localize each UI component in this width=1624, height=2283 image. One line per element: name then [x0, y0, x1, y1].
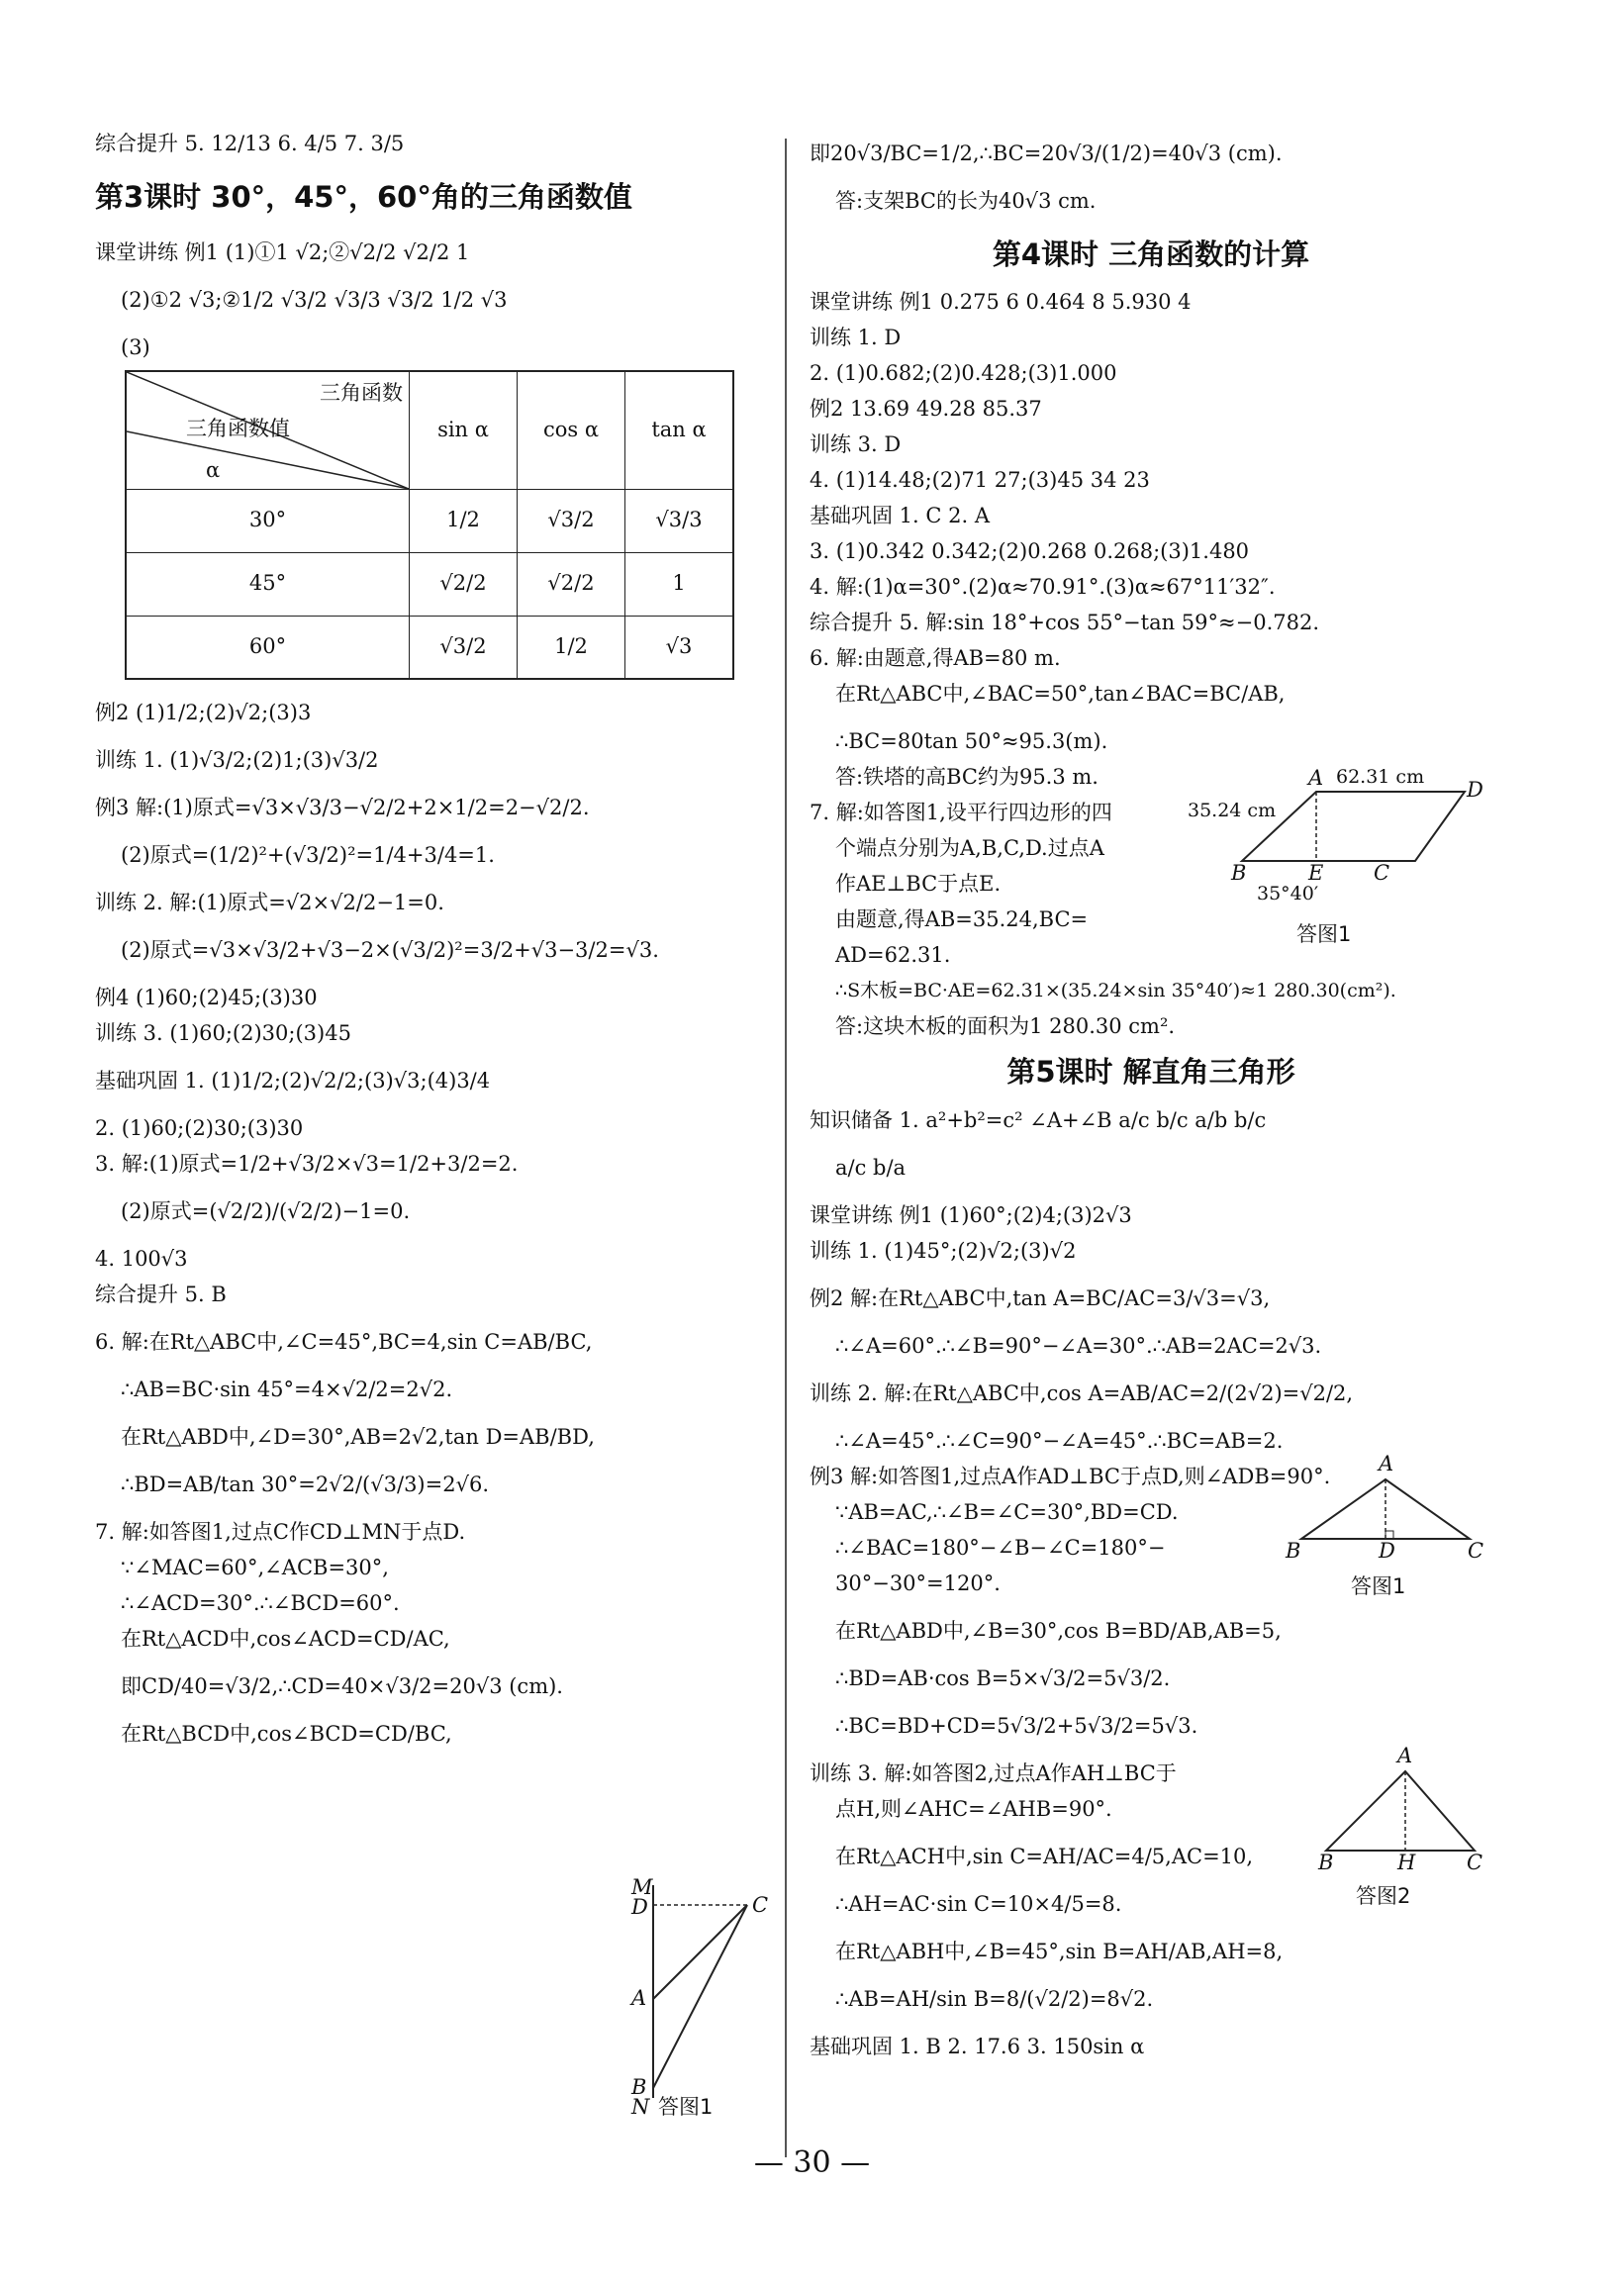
label-B: B: [1231, 861, 1247, 885]
right-line-29: 例2 解:在Rt△ABC中,tan A=BC/AC=3/√3=√3,: [810, 1286, 1271, 1311]
left-line-3: (2)①2 √3;②1/2 √3/2 √3/3 √3/2 1/2 √3: [121, 287, 508, 312]
right-line-16: 答:铁塔的高BC约为95.3 m.: [835, 764, 1099, 789]
left-line-2: 课堂讲练 例1 (1)①1 √2;②√2/2 √2/2 1: [95, 239, 470, 264]
right-line-22: ∴S木板=BC·AE=62.31×(35.24×sin 35°40′)≈1 280.30(cm²).: [835, 980, 1396, 1002]
label-C: C: [1468, 1539, 1484, 1563]
cell: √3/3: [625, 489, 734, 552]
right-line-15: ∴BC=80tan 50°≈95.3(m).: [835, 728, 1108, 753]
right-line-41: 点H,则∠AHC=∠AHB=90°.: [835, 1797, 1112, 1822]
left-line-18: 综合提升 5. B: [95, 1283, 227, 1307]
left-line-7: 例3 解:(1)原式=√3×√3/3−√2/2+2×1/2=2−√2/2.: [95, 796, 590, 820]
right-line-20: 由题意,得AB=35.24,BC=: [835, 906, 1089, 931]
cell: 1: [625, 552, 734, 616]
col-sin: sin α: [410, 371, 518, 490]
left-line-10: (2)原式=√3×√3/2+√3−2×(√3/2)²=3/2+√3−3/2=√3.: [121, 938, 659, 963]
right-line-33: 例3 解:如答图1,过点A作AD⊥BC于点D,则∠ADB=90°.: [810, 1465, 1331, 1489]
right-line-30: ∴∠A=60°.∴∠B=90°−∠A=30°.∴AB=2AC=2√3.: [835, 1334, 1322, 1359]
right-line-45: ∴AB=AH/sin B=8/(√2/2)=8√2.: [835, 1987, 1154, 2012]
right-line-36: 30°−30°=120°.: [835, 1571, 1001, 1596]
right-line-4: 训练 1. D: [810, 325, 902, 349]
left-line-24: ∵∠MAC=60°,∠ACB=30°,: [121, 1556, 389, 1580]
label-62-31: 62.31 cm: [1336, 766, 1425, 788]
left-line-16: (2)原式=(√2/2)/(√2/2)−1=0.: [121, 1199, 411, 1224]
left-line-28: 在Rt△BCD中,cos∠BCD=CD/BC,: [121, 1722, 452, 1747]
cell: √2/2: [410, 552, 518, 616]
caption: 答图2: [1356, 1884, 1411, 1908]
row-angle: 45°: [126, 552, 410, 616]
label-A: A: [1308, 766, 1324, 790]
lesson-title-3: 第3课时 30°，45°，60°角的三角函数值: [95, 180, 632, 214]
right-line-27: 课堂讲练 例1 (1)60°;(2)4;(3)2√3: [810, 1203, 1132, 1228]
right-line-8: 4. (1)14.48;(2)71 27;(3)45 34 23: [810, 467, 1150, 492]
label-M: M: [631, 1875, 653, 1899]
label-C: C: [752, 1893, 769, 1917]
left-line-25: ∴∠ACD=30°.∴∠BCD=60°.: [121, 1591, 400, 1616]
right-line-14: 在Rt△ABC中,∠BAC=50°,tan∠BAC=BC/AB,: [835, 681, 1286, 706]
left-line-26: 在Rt△ACD中,cos∠ACD=CD/AC,: [121, 1627, 450, 1652]
left-line-19: 6. 解:在Rt△ABC中,∠C=45°,BC=4,sin C=AB/BC,: [95, 1330, 593, 1355]
left-line-0: 综合提升 5. 12/13 6. 4/5 7. 3/5: [95, 132, 405, 156]
right-line-12: 综合提升 5. 解:sin 18°+cos 55°−tan 59°≈−0.782.: [810, 610, 1320, 634]
right-line-1: 答:支架BC的长为40√3 cm.: [835, 189, 1097, 214]
left-line-22: ∴BD=AB/tan 30°=2√2/(√3/3)=2√6.: [121, 1473, 489, 1497]
left-column: [95, 129, 768, 1766]
right-line-32: ∴∠A=45°.∴∠C=90°−∠A=45°.∴BC=AB=2.: [835, 1429, 1284, 1454]
table-row: [126, 552, 733, 616]
right-line-43: ∴AH=AC·sin C=10×4/5=8.: [835, 1892, 1122, 1917]
right-line-37: 在Rt△ABD中,∠B=30°,cos B=BD/AB,AB=5,: [835, 1619, 1282, 1644]
label-A: A: [1397, 1744, 1413, 1767]
label-E: E: [1308, 861, 1324, 885]
table-row: [126, 616, 733, 679]
label-C: C: [1467, 1851, 1483, 1874]
right-line-18: 个端点分别为A,B,C,D.过点A: [835, 835, 1104, 860]
left-line-13: 基础巩固 1. (1)1/2;(2)√2/2;(3)√3;(4)3/4: [95, 1069, 491, 1094]
left-line-17: 4. 100√3: [95, 1247, 188, 1272]
right-line-11: 4. 解:(1)α=30°.(2)α≈70.91°.(3)α≈67°11′32″.: [810, 574, 1276, 599]
figure-left-1: [614, 1875, 769, 2123]
right-line-0: 即20√3/BC=1/2,∴BC=20√3/(1/2)=40√3 (cm).: [810, 142, 1283, 166]
figure-parallelogram: [1188, 766, 1494, 970]
page-number: — 30 —: [753, 2145, 871, 2180]
label-A: A: [1379, 1452, 1394, 1475]
left-line-14: 2. (1)60;(2)30;(3)30: [95, 1116, 304, 1141]
label-N: N: [631, 2095, 650, 2119]
header-top: 三角函数: [320, 380, 403, 405]
right-line-39: ∴BC=BD+CD=5√3/2+5√3/2=5√3.: [835, 1714, 1198, 1739]
right-line-3: 课堂讲练 例1 0.275 6 0.464 8 5.930 4: [810, 289, 1192, 314]
right-line-6: 例2 13.69 49.28 85.37: [810, 396, 1042, 421]
col-tan: tan α: [625, 371, 734, 490]
left-line-9: 训练 2. 解:(1)原式=√2×√2/2−1=0.: [95, 891, 444, 915]
right-line-31: 训练 2. 解:在Rt△ABC中,cos A=AB/AC=2/(2√2)=√2/2,: [810, 1381, 1354, 1406]
triangle-2-svg: [1316, 1761, 1484, 1860]
left-line-8: (2)原式=(1/2)²+(√3/2)²=1/4+3/4=1.: [121, 843, 495, 868]
row-angle: 30°: [126, 489, 410, 552]
right-line-9: 基础巩固 1. C 2. A: [810, 503, 991, 527]
left-line-21: 在Rt△ABD中,∠D=30°,AB=2√2,tan D=AB/BD,: [121, 1425, 595, 1450]
right-line-10: 3. (1)0.342 0.342;(2)0.268 0.268;(3)1.480: [810, 538, 1250, 563]
label-B: B: [1286, 1539, 1301, 1563]
caption: 答图1: [1296, 922, 1352, 946]
table-diagonal-header: [126, 371, 410, 490]
figure-triangle-2: [1316, 1744, 1484, 1920]
table-row: [126, 489, 733, 552]
right-line-46: 基础巩固 1. B 2. 17.6 3. 150sin α: [810, 2035, 1145, 2059]
label-D: D: [631, 1895, 648, 1919]
right-line-26: a/c b/a: [835, 1156, 907, 1181]
header-alpha: α: [206, 457, 221, 482]
right-line-34: ∵AB=AC,∴∠B=∠C=30°,BD=CD.: [835, 1500, 1179, 1525]
right-line-23: 答:这块木板的面积为1 280.30 cm².: [835, 1013, 1176, 1038]
label-angle: 35°40′: [1257, 883, 1319, 904]
right-line-13: 6. 解:由题意,得AB=80 m.: [810, 645, 1061, 670]
left-line-12: 训练 3. (1)60;(2)30;(3)45: [95, 1021, 351, 1046]
trig-value-table: [125, 370, 734, 681]
right-line-38: ∴BD=AB·cos B=5×√3/2=5√3/2.: [835, 1666, 1171, 1691]
label-H: H: [1397, 1851, 1416, 1874]
left-line-15: 3. 解:(1)原式=1/2+√3/2×√3=1/2+3/2=2.: [95, 1152, 519, 1177]
right-line-28: 训练 1. (1)45°;(2)√2;(3)√2: [810, 1239, 1077, 1264]
cell: √3/2: [410, 616, 518, 679]
right-line-17: 7. 解:如答图1,设平行四边形的四: [810, 800, 1112, 824]
label-A: A: [631, 1986, 647, 2010]
row-angle: 60°: [126, 616, 410, 679]
right-line-42: 在Rt△ACH中,sin C=AH/AC=4/5,AC=10,: [835, 1845, 1254, 1869]
left-line-4: (3): [121, 334, 150, 359]
label-D: D: [1379, 1539, 1395, 1563]
right-line-7: 训练 3. D: [810, 431, 902, 456]
label-35-24: 35.24 cm: [1188, 800, 1277, 821]
left-line-11: 例4 (1)60;(2)45;(3)30: [95, 986, 318, 1010]
left-line-20: ∴AB=BC·sin 45°=4×√2/2=2√2.: [121, 1378, 453, 1402]
label-C: C: [1374, 861, 1390, 885]
right-line-5: 2. (1)0.682;(2)0.428;(3)1.000: [810, 360, 1117, 385]
cell: √2/2: [518, 552, 625, 616]
label-D: D: [1467, 778, 1483, 802]
caption: 答图1: [1351, 1574, 1406, 1598]
left-line-23: 7. 解:如答图1,过点C作CD⊥MN于点D.: [95, 1520, 466, 1545]
label-B: B: [1318, 1851, 1334, 1874]
cell: 1/2: [410, 489, 518, 552]
caption: 答图1: [658, 2095, 714, 2119]
right-line-19: 作AE⊥BC于点E.: [835, 871, 1002, 896]
label-B: B: [631, 2075, 647, 2099]
column-divider: [785, 139, 787, 2157]
parallelogram-svg: [1197, 772, 1494, 910]
figure-triangle-1: [1286, 1452, 1484, 1618]
header-mid: 三角函数值: [186, 416, 290, 440]
left-line-6: 训练 1. (1)√3/2;(2)1;(3)√3/2: [95, 748, 379, 773]
triangle-1-svg: [1291, 1470, 1480, 1549]
right-line-21: AD=62.31.: [835, 942, 951, 967]
left-line-5: 例2 (1)1/2;(2)√2;(3)3: [95, 701, 312, 725]
left-line-27: 即CD/40=√3/2,∴CD=40×√3/2=20√3 (cm).: [121, 1674, 563, 1699]
right-line-25: 知识储备 1. a²+b²=c² ∠A+∠B a/c b/c a/b b/c: [810, 1108, 1267, 1133]
right-line-44: 在Rt△ABH中,∠B=45°,sin B=AH/AB,AH=8,: [835, 1940, 1284, 1964]
col-cos: cos α: [518, 371, 625, 490]
right-line-40: 训练 3. 解:如答图2,过点A作AH⊥BC于: [810, 1761, 1177, 1786]
right-line-35: ∴∠BAC=180°−∠B−∠C=180°−: [835, 1536, 1166, 1561]
cell: √3: [625, 616, 734, 679]
lesson-title-5: 第5课时 解直角三角形: [1006, 1054, 1295, 1089]
cell: 1/2: [518, 616, 625, 679]
lesson-title-4: 第4课时 三角函数的计算: [992, 238, 1310, 271]
cell: √3/2: [518, 489, 625, 552]
